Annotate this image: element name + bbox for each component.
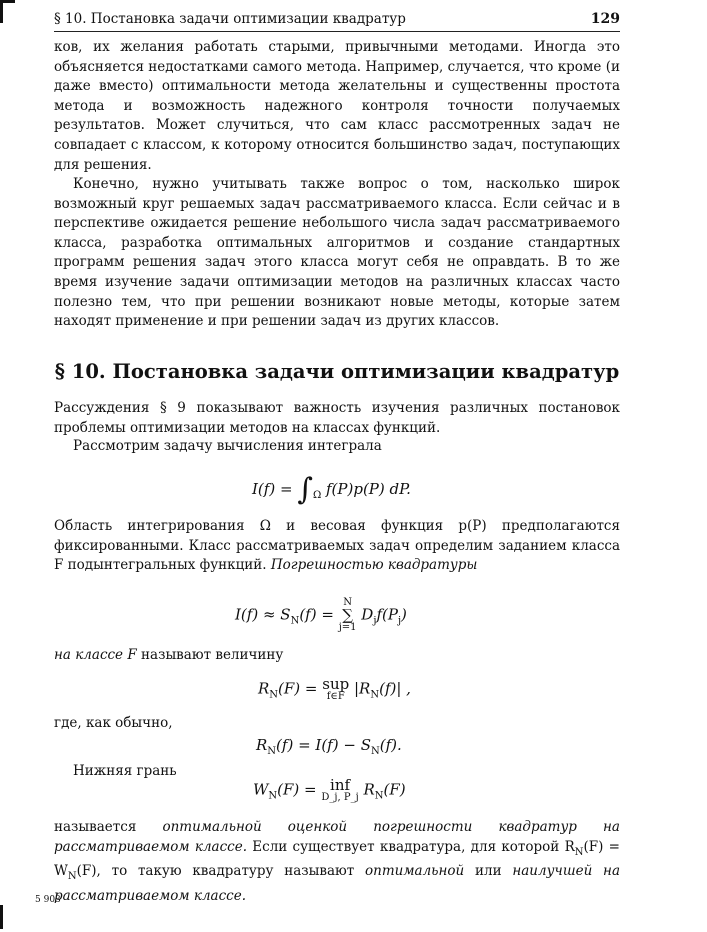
- paragraph-5-text: Область интегрирования Ω и весовая функция p(P) предполагаются фиксированными. Класс рассматриваемых задач определим заданием класса F подынтегральных функций.: [54, 518, 620, 574]
- paragraph-6-text: Если существует квадратура, для которой R: [247, 838, 575, 855]
- formula-text: D: [356, 605, 374, 624]
- label-class-F: F: [127, 647, 137, 663]
- sup-text: sup: [322, 675, 350, 693]
- sum-upper-limit: N: [343, 597, 352, 608]
- label-where: где, как обычно,: [54, 715, 173, 731]
- label-lower-bound: Нижняя грань: [73, 763, 177, 779]
- section-title: § 10. Постановка задачи оптимизации квадратур: [54, 360, 620, 383]
- formula-text: ): [401, 605, 407, 624]
- paragraph-3: Рассуждения § 9 показывают важность изучения различных постановок проблемы оптимизации методов на классах функций.: [54, 400, 620, 436]
- formula-text: R: [358, 780, 375, 799]
- sup-subscript: f∈F: [326, 691, 345, 702]
- page-number: 129: [590, 11, 620, 27]
- formula-text: f(P: [376, 605, 398, 624]
- formula-text: (f) = I(f) − S: [276, 736, 371, 754]
- formula-integral: [252, 472, 411, 507]
- label-on-class-text: на классе: [54, 647, 124, 663]
- paragraph-2: Конечно, нужно учитывать также вопрос о том, насколько широк возможный круг решаемых задач рассматриваемого класса. Если сейчас и в перспективе ожидается решение небольшого числа задач рассматриваемого класса, разработка оптимальных алгоритмов и создание стандартных программ решения задач этого класса могут себя не оправдать. В то же время изучение задачи оптимизации методов на различных классах часто полезно тем, что при решении возникают новые методы, которые затем находят применение и при решении задач из других классов.: [54, 176, 620, 330]
- formula-subscript: N: [290, 615, 300, 627]
- paragraph-6-text: называется: [54, 819, 163, 835]
- formula-subscript: j: [397, 615, 402, 627]
- label-called-text: называют величину: [141, 647, 284, 663]
- term-optimal-estimate: оптимальной оценкой погрешности квадратур на рассматриваемом классе.: [54, 819, 620, 855]
- formula-subscript: N: [267, 746, 277, 757]
- formula-text: (f)| ,: [379, 679, 411, 698]
- formula-subscript: N: [268, 790, 278, 802]
- label-on-class: [54, 647, 283, 663]
- term-optimal: оптимальной: [365, 863, 465, 880]
- signature-footnote: 5 903: [35, 895, 61, 905]
- formula-text: (F): [383, 780, 406, 799]
- running-head: [54, 9, 620, 32]
- formula-subscript: Ω: [312, 490, 322, 501]
- formula-text: (f).: [379, 736, 402, 754]
- formula-text: (F) =: [278, 679, 323, 698]
- paragraph-6-text: (F) = W: [54, 838, 620, 880]
- formula-subscript: N: [574, 846, 584, 858]
- formula-subscript: N: [374, 790, 384, 802]
- formula-subscript: N: [370, 689, 380, 701]
- term-best-on-class: наилучшей на рассматриваемом классе.: [54, 863, 620, 904]
- sum-sign: ∑: [342, 606, 353, 624]
- integral-sign: ∫: [297, 472, 313, 507]
- paragraph-6-text: (F), то такую квадратуру называют: [76, 863, 366, 880]
- inf-subscript: D_j, P_j: [321, 792, 359, 803]
- sum-lower-limit: j=1: [338, 622, 357, 633]
- paragraph-1: ков, их желания работать старыми, привычными методами. Иногда это объясняется недостатками самого метода. Например, случается, что кроме (и даже вместо) оптимальности метода желательны и существенны простота метода и возможность надежного контроля точности получаемых результатов. Может случиться, что сам класс рассмотренных задач не совпадает с классом, к которому относится большинство задач, поступающих для решения.: [54, 39, 620, 173]
- formula-text: f(P)p(P) dP.: [321, 480, 411, 498]
- formula-inf: [253, 778, 406, 803]
- formula-text: R: [258, 679, 270, 698]
- formula-sup: [258, 677, 411, 702]
- formula-text: |R: [349, 679, 371, 698]
- term-quadrature-error: Погрешностью квадратуры: [270, 557, 478, 574]
- inf-operator: [321, 778, 358, 803]
- formula-text: (F) =: [277, 780, 322, 799]
- paragraph-5: [54, 517, 620, 576]
- formula-quadrature: [235, 598, 407, 633]
- formula-subscript: N: [67, 871, 77, 883]
- scan-corner-mark: [0, 0, 15, 23]
- paragraph-4: Рассмотрим задачу вычисления интеграла: [73, 438, 382, 454]
- paragraph-6-text: или: [464, 863, 513, 880]
- formula-subscript: j: [373, 615, 377, 627]
- paragraph-6: [54, 818, 620, 906]
- running-title: § 10. Постановка задачи оптимизации квадратур: [54, 11, 406, 27]
- inf-text: inf: [330, 776, 351, 794]
- formula-text: (f) =: [299, 605, 339, 624]
- formula-remainder: [256, 736, 402, 757]
- formula-subscript: N: [269, 689, 279, 701]
- formula-text: I(f) ≈ S: [235, 605, 291, 624]
- formula-text: R: [256, 736, 268, 754]
- formula-subscript: N: [370, 746, 380, 757]
- formula-text: W: [253, 780, 269, 799]
- scan-edge-mark: [0, 905, 3, 929]
- formula-text: I(f) =: [252, 480, 298, 498]
- sup-operator: [322, 677, 349, 702]
- sum-operator: [339, 598, 357, 633]
